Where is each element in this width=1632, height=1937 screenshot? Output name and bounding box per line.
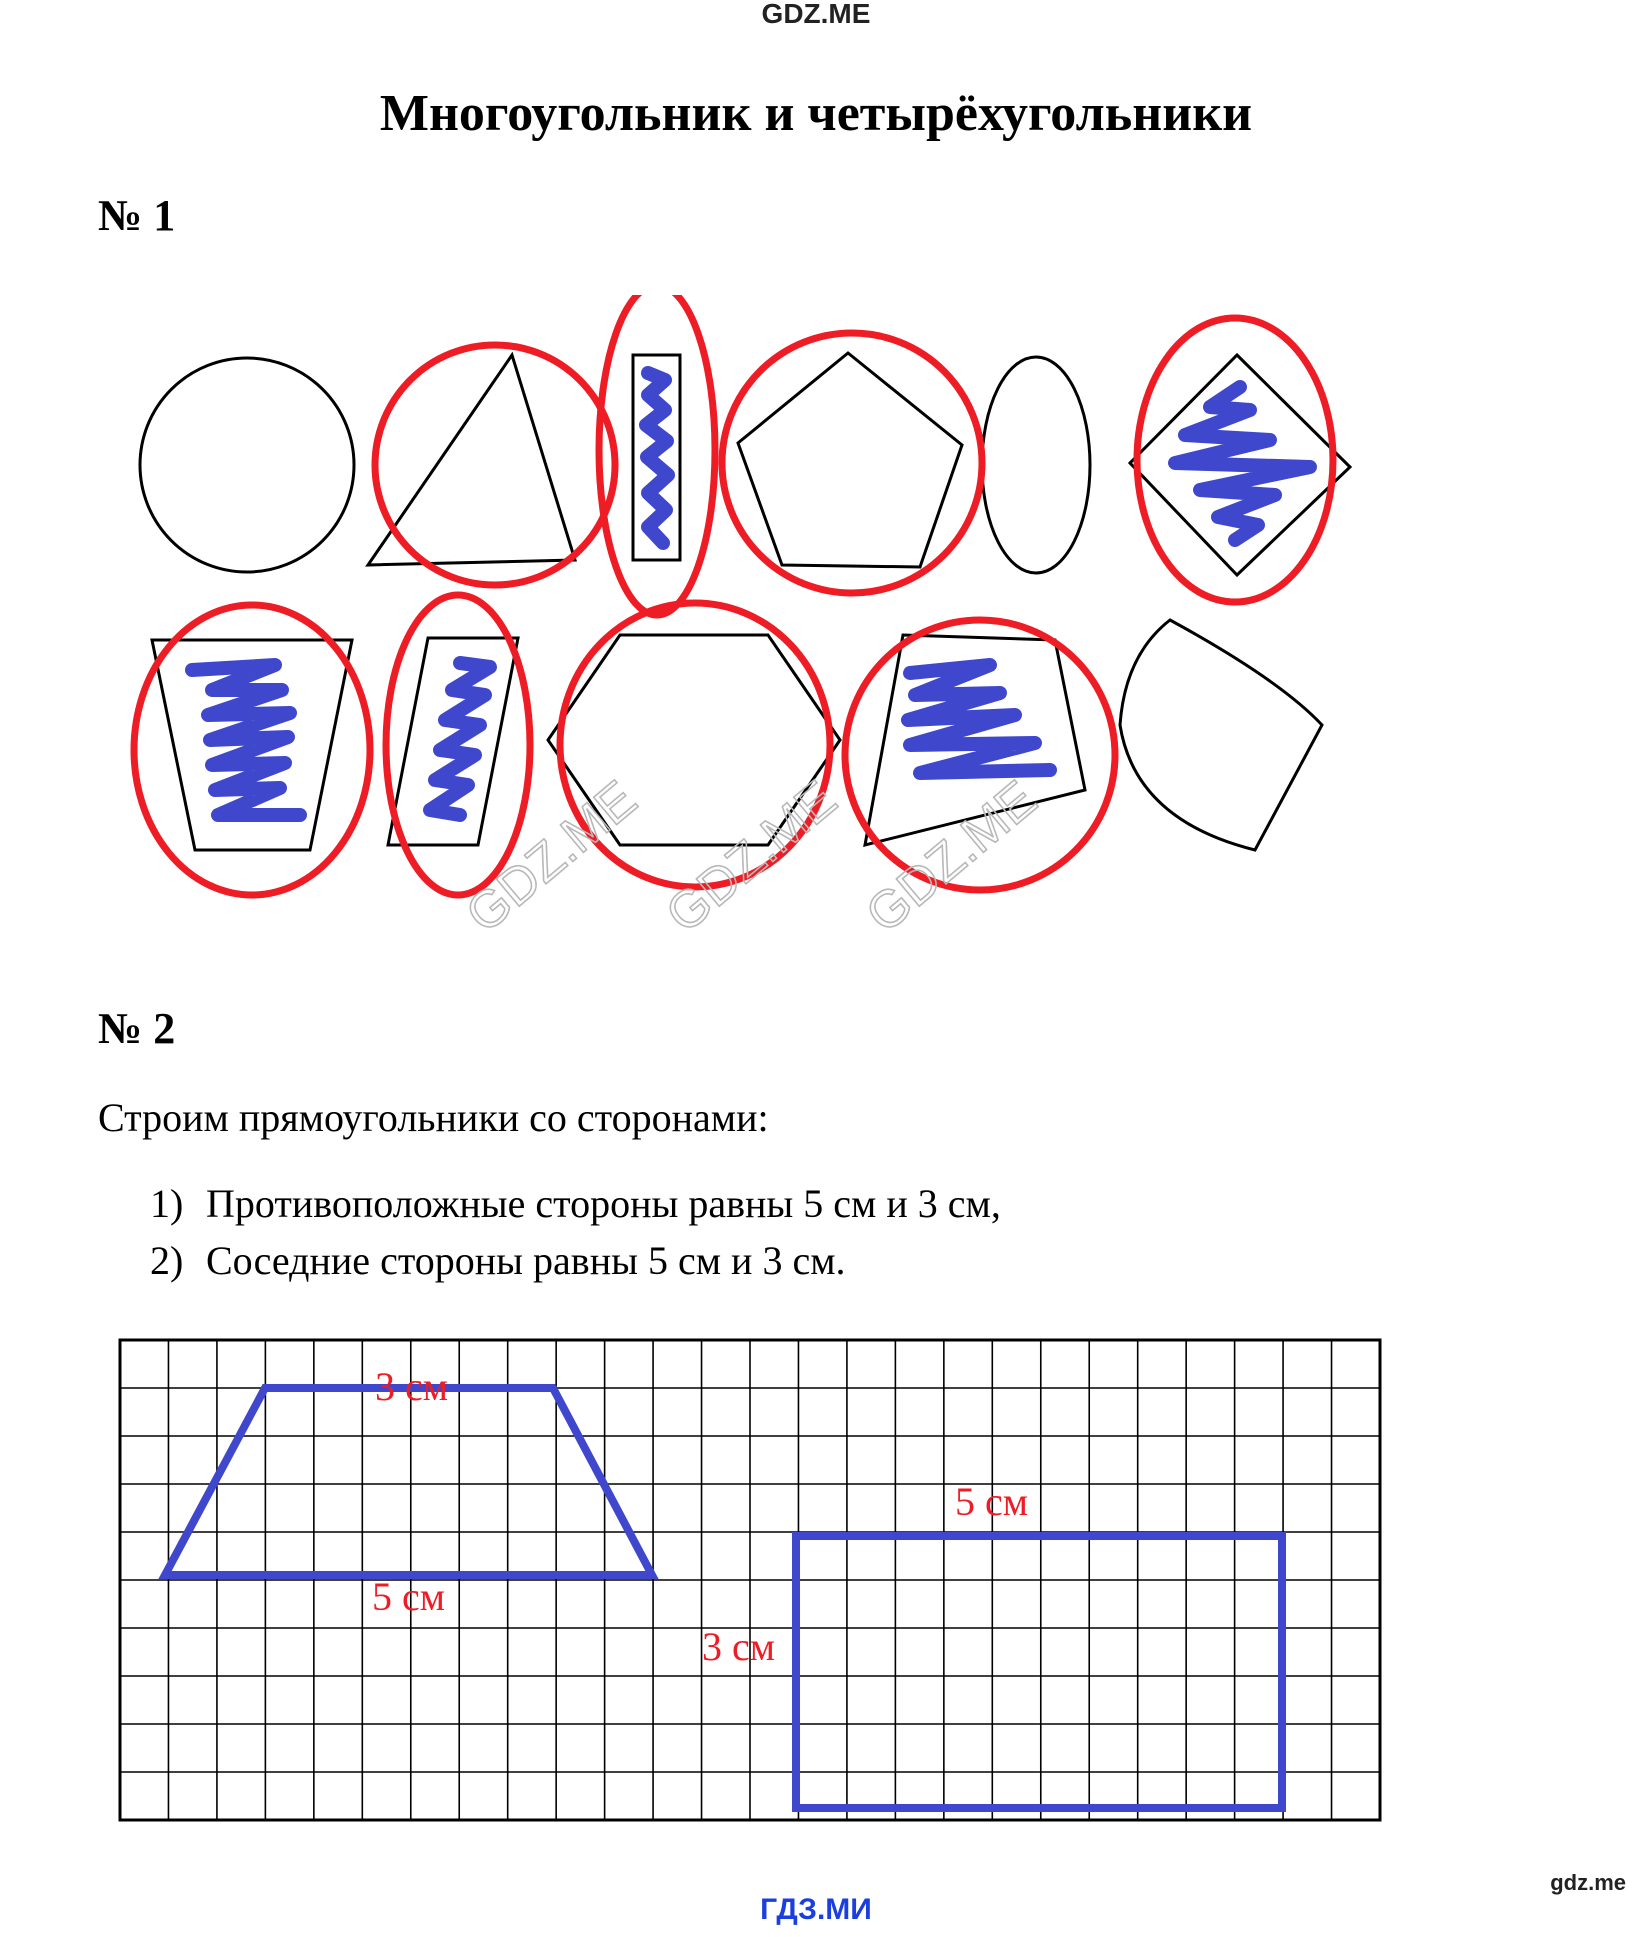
ellipse-shape bbox=[982, 357, 1090, 573]
pentagon-shape bbox=[738, 353, 962, 567]
scribble-quadrilateral bbox=[908, 665, 1050, 773]
task2-item-text: Соседние стороны равны 5 см и 3 см. bbox=[206, 1238, 846, 1283]
watermark-3: GDZ.ME bbox=[855, 769, 1048, 945]
label-rectangle-top: 5 см bbox=[955, 1479, 1029, 1524]
scribble-narrow-rectangle bbox=[646, 373, 668, 543]
watermark-1: GDZ.ME bbox=[455, 769, 648, 945]
task2-item bbox=[150, 1175, 1001, 1232]
task1-number: № 1 bbox=[98, 191, 176, 240]
label-rectangle-side: 3 см bbox=[702, 1624, 776, 1669]
scribble-parallelogram bbox=[430, 663, 490, 815]
task2-intro: Строим прямоугольники со сторонами: bbox=[98, 1095, 769, 1140]
selection-pentagon bbox=[722, 333, 982, 593]
watermark-2: GDZ.ME bbox=[655, 769, 848, 945]
label-trapezoid-bottom: 5 см bbox=[372, 1574, 446, 1619]
footer-brand: ГДЗ.МИ bbox=[760, 1893, 872, 1926]
label-trapezoid-top: 3 см bbox=[375, 1364, 449, 1409]
shapes-figure bbox=[100, 295, 1420, 945]
task2-item bbox=[150, 1232, 1001, 1289]
sector-shape bbox=[1120, 620, 1322, 850]
task2-list bbox=[150, 1175, 1001, 1289]
scribble-trapezoid bbox=[192, 665, 300, 815]
corner-brand: gdz.me bbox=[1550, 1870, 1626, 1895]
task2-item-number: 1) bbox=[150, 1181, 184, 1226]
circle-shape bbox=[140, 358, 354, 572]
task2-item-text: Противоположные стороны равны 5 см и 3 см, bbox=[206, 1181, 1001, 1226]
scribble-rhombus bbox=[1175, 387, 1310, 540]
header-brand: GDZ.ME bbox=[761, 0, 871, 29]
grid-figure bbox=[110, 1330, 1410, 1830]
task2-item-number: 2) bbox=[150, 1238, 184, 1283]
task2-number: № 2 bbox=[98, 1004, 176, 1053]
page-title: Многоугольник и четырёхугольники bbox=[379, 85, 1253, 142]
